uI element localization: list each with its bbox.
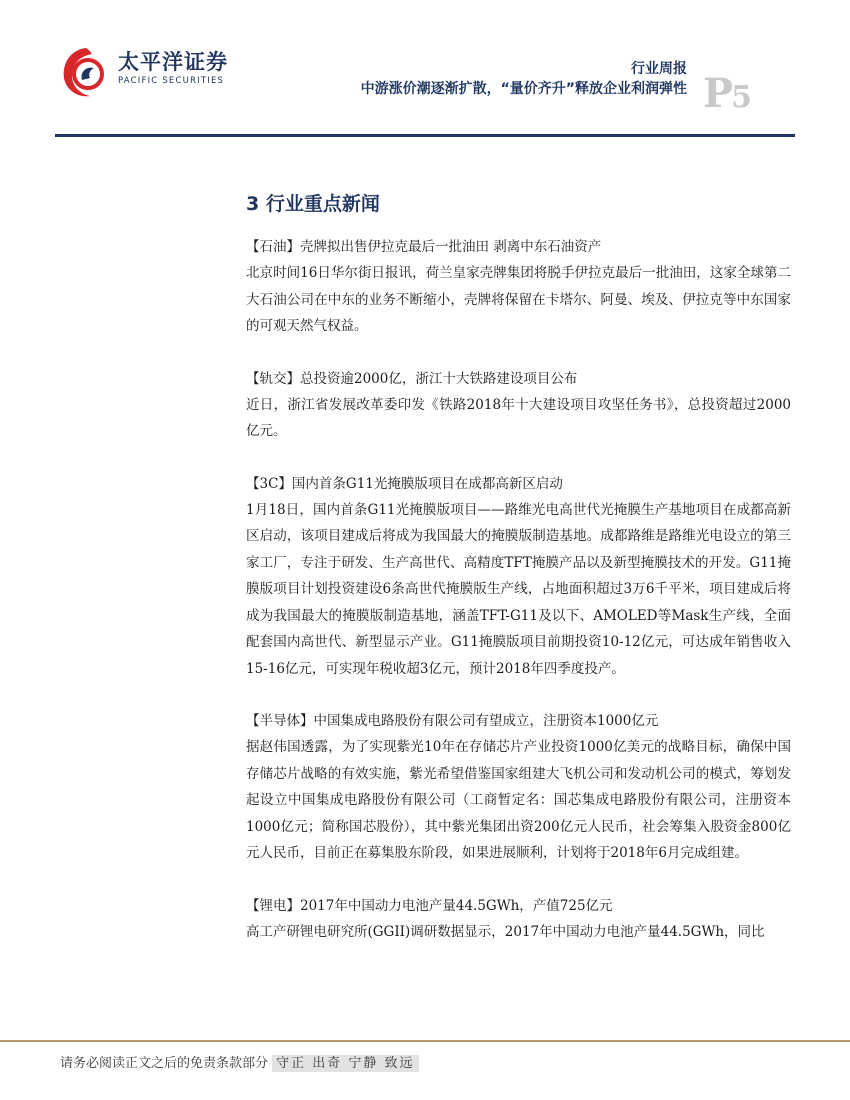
report-type: 行业周报 [631,61,687,77]
news-body: 北京时间16日华尔街日报讯，荷兰皇家壳牌集团将脱手伊拉克最后一批油田，这家全球第二大石油公司在中东的业务不断缩小，壳牌将保留在卡塔尔、阿曼、埃及、伊拉克等中东国家的可观天然气权益。 [246,265,791,334]
logo-english-name: PACIFIC SECURITIES [118,76,225,86]
footer-motto: 守正 出奇 宁静 致远 [272,1055,418,1072]
page-footer [60,1052,419,1071]
report-title: 中游涨价潮逐渐扩散，“量价齐升”释放企业利润弹性 [360,81,687,97]
news-headline: 【石油】壳牌拟出售伊拉克最后一批油田 剥离中东石油资产 [246,239,602,255]
footer-disclaimer: 请务必阅读正文之后的免责条款部分 [60,1056,269,1071]
footer-divider [0,1040,850,1042]
news-item-rail [246,366,791,445]
page-number [703,70,750,117]
main-content [246,190,791,971]
news-item-oil [246,234,791,340]
news-body: 1月18日，国内首条G11光掩膜版项目——路维光电高世代光掩膜生产基地项目在成都高新区启动，该项目建成后将成为我国最大的掩膜版制造基地。成都路维是路维光电设立的第三家工厂，专注于研发、生产高世代、高精度TFT掩膜产品以及新型掩膜技术的开发。G11掩膜版项目计划投资建设6条高世代掩膜版生产线，占地面积超过3万6千平米，项目建成后将成为我国最大的掩膜版制造基地，涵盖TFT-G11及以下、AMOLED等Mask生产线，全面配套国内高世代、新型显示产业。G11掩膜版项目前期投资10-12亿元，可达成年销售收入15-16亿元，可实现年税收超3亿元，预计2018年四季度投产。 [246,501,791,677]
news-headline: 【半导体】中国集成电路股份有限公司有望成立，注册资本1000亿元 [246,713,659,729]
news-body: 据赵伟国透露，为了实现紫光10年在存储芯片产业投资1000亿美元的战略目标，确保中国存储芯片战略的有效实施，紫光希望借鉴国家组建大飞机公司和发动机公司的模式，筹划发起设立中国集成电路股份有限公司（工商暂定名：国芯集成电路股份有限公司，注册资本1000亿元；简称国芯股份），其中紫光集团出资200亿元人民币，社会筹集入股资金800亿元人民币，目前正在募集股东阶段，如果进展顺利，计划将于2018年6月完成组建。 [246,739,791,861]
news-headline: 【锂电】2017年中国动力电池产量44.5GWh，产值725亿元 [246,897,613,914]
news-headline: 【轨交】总投资逾2000亿，浙江十大铁路建设项目公布 [246,370,578,387]
news-item-semiconductor [246,708,791,867]
news-item-3c [246,471,791,683]
news-body: 近日，浙江省发展改革委印发《铁路2018年十大建设项目攻坚任务书》，总投资超过2000亿元。 [246,396,791,439]
logo-chinese-name: 太平洋证券 [118,50,228,74]
header-divider [55,134,795,137]
news-headline: 【3C】国内首条G11光掩膜版项目在成都高新区启动 [246,475,563,492]
company-logo [60,44,230,100]
news-body: 高工产研锂电研究所(GGII)调研数据显示，2017年中国动力电池产量44.5GWh，同比 [246,923,765,940]
page-header [0,0,850,140]
section-title: 3 行业重点新闻 [246,193,380,215]
page-number-value: 5 [731,80,750,115]
page-letter: P [703,70,732,117]
pacific-logo-icon [60,44,112,100]
news-item-lithium [246,893,791,946]
